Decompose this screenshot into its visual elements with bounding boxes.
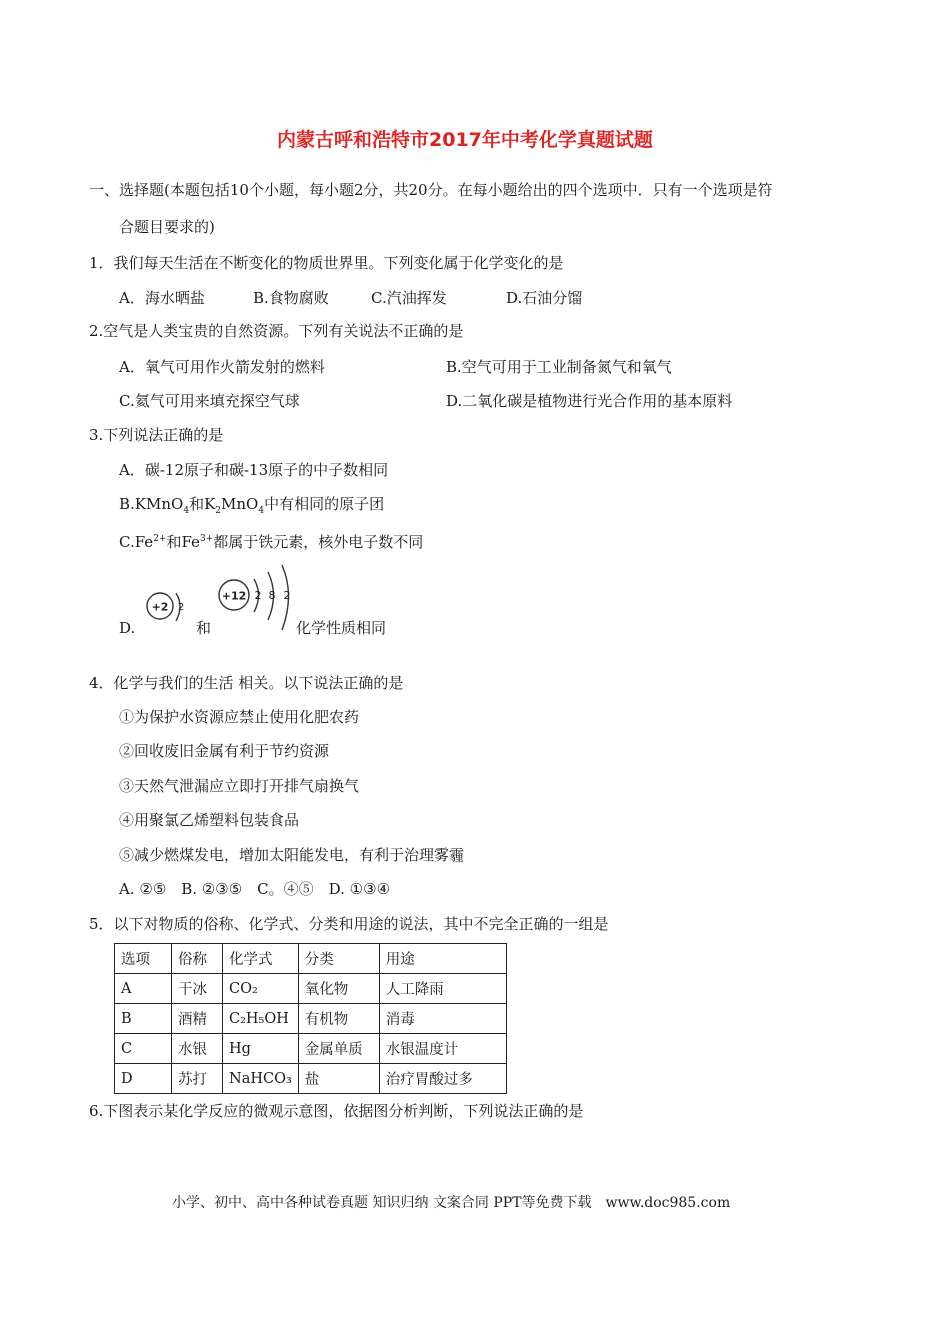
table-cell: Hg <box>223 1034 299 1064</box>
q4-stem: 4．化学与我们的生活 相关。以下说法正确的是 <box>89 674 404 692</box>
table-header-cell: 分类 <box>298 944 379 974</box>
table-cell: 人工降雨 <box>379 974 506 1004</box>
q4-options: A. ②⑤ B. ②③⑤ C。④⑤ D. ①③④ <box>119 880 391 898</box>
q3-stem: 3.下列说法正确的是 <box>89 426 224 444</box>
q4-item-3: ③天然气泄漏应立即打开排气扇换气 <box>119 777 360 795</box>
q3-option-d-and: 和 <box>196 619 212 637</box>
q4-item-4: ④用聚氯乙烯塑料包装食品 <box>119 811 300 829</box>
table-cell: 苏打 <box>172 1064 223 1094</box>
table-cell: D <box>115 1064 172 1094</box>
q5-table <box>114 943 507 1094</box>
table-cell: C <box>115 1034 172 1064</box>
table-row <box>115 974 507 1004</box>
q1-option-c: C.汽油挥发 <box>371 289 447 307</box>
q1-option-d: D.石油分馏 <box>506 289 583 307</box>
table-cell: NaHCO₃ <box>223 1064 299 1094</box>
svg-text:2: 2 <box>177 602 185 613</box>
svg-text:2: 2 <box>283 589 291 602</box>
atom-diagram-magnesium <box>208 562 296 636</box>
table-cell: CO₂ <box>223 974 299 1004</box>
table-cell: 治疗胃酸过多 <box>379 1064 506 1094</box>
table-cell: 水银 <box>172 1034 223 1064</box>
q2-option-b: B.空气可用于工业制备氮气和氧气 <box>446 358 672 376</box>
table-row <box>115 1064 507 1094</box>
table-row <box>115 1034 507 1064</box>
q1-stem: 1．我们每天生活在不断变化的物质世界里。下列变化属于化学变化的是 <box>89 254 564 272</box>
q1-option-a: A．海水晒盐 <box>119 289 205 307</box>
section-instructions-line2: 合题目要求的) <box>119 218 215 236</box>
page-footer: 小学、初中、高中各种试卷真题 知识归纳 文案合同 PPT等免费下载 www.doc985.com <box>172 1195 731 1211</box>
table-cell: 消毒 <box>379 1004 506 1034</box>
table-cell: 金属单质 <box>298 1034 379 1064</box>
q2-option-d: D.二氧化碳是植物进行光合作用的基本原料 <box>446 392 733 410</box>
table-cell: 水银温度计 <box>379 1034 506 1064</box>
table-cell: 有机物 <box>298 1004 379 1034</box>
q3-option-d-text: 化学性质相同 <box>296 619 387 637</box>
table-header-cell: 化学式 <box>223 944 299 974</box>
table-cell: 酒精 <box>172 1004 223 1034</box>
svg-text:+12: +12 <box>221 589 247 603</box>
table-row <box>115 1004 507 1034</box>
table-cell: 氧化物 <box>298 974 379 1004</box>
table-cell: 干冰 <box>172 974 223 1004</box>
q1-option-b: B.食物腐败 <box>253 289 329 307</box>
atom-diagram-helium <box>143 585 189 631</box>
q3-option-c: $C.Fe^{2+}$和$Fe^{3+}$都属于铁元素，核外电子数不同 <box>119 533 424 551</box>
svg-text:2: 2 <box>254 589 262 602</box>
table-cell: A <box>115 974 172 1004</box>
q3-option-b: B.KMnO$_4$和$K_2MnO_4$中有相同的原子团 <box>119 495 385 516</box>
q4-item-2: ②回收废旧金属有利于节约资源 <box>119 742 330 760</box>
table-header-cell: 用途 <box>379 944 506 974</box>
q4-item-5: ⑤减少燃煤发电，增加太阳能发电，有利于治理雾霾 <box>119 846 465 864</box>
q2-stem: 2.空气是人类宝贵的自然资源。下列有关说法不正确的是 <box>89 322 464 340</box>
table-cell: C₂H₅OH <box>223 1004 299 1034</box>
page-title: 内蒙古呼和浩特市2017年中考化学真题试题 <box>277 129 653 151</box>
q4-item-1: ①为保护水资源应禁止使用化肥农药 <box>119 708 360 726</box>
q3-option-a: A．碳-12原子和碳-13原子的中子数相同 <box>119 461 389 479</box>
q2-option-c: C.氦气可用来填充探空气球 <box>119 392 300 410</box>
table-header-row <box>115 944 507 974</box>
table-header-cell: 选项 <box>115 944 172 974</box>
q3-option-d-label: D. <box>119 619 136 637</box>
section-instructions-line1: 一、选择题(本题包括10个小题，每小题2分，共20分。在每小题给出的四个选项中．只有一个选项是符 <box>89 181 773 199</box>
q5-stem: 5．以下对物质的俗称、化学式、分类和用途的说法，其中不完全正确的一组是 <box>89 915 609 933</box>
svg-text:+2: +2 <box>151 600 169 614</box>
svg-text:8: 8 <box>268 589 276 602</box>
q6-stem: 6.下图表示某化学反应的微观示意图，依据图分析判断，下列说法正确的是 <box>89 1102 584 1120</box>
table-cell: 盐 <box>298 1064 379 1094</box>
table-cell: B <box>115 1004 172 1034</box>
q2-option-a: A．氧气可用作火箭发射的燃料 <box>119 358 325 376</box>
table-header-cell: 俗称 <box>172 944 223 974</box>
